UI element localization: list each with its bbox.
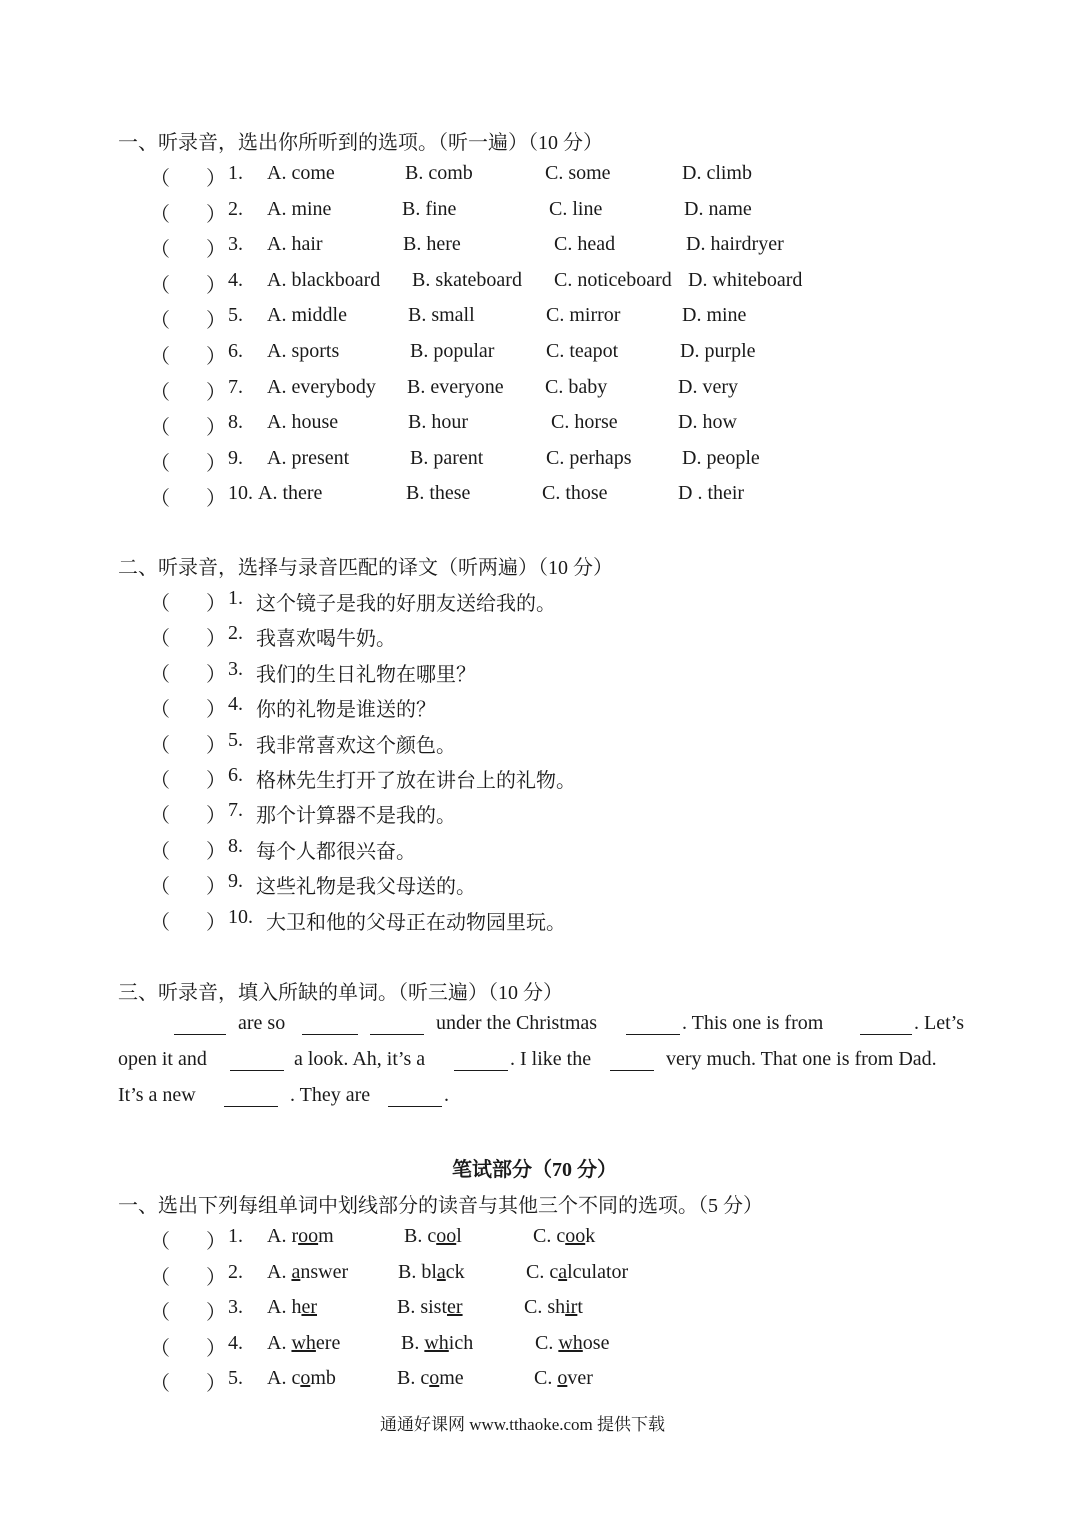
option-d: D. how — [678, 411, 737, 433]
option-d: D. very — [678, 376, 738, 398]
option-b: B. hour — [408, 411, 468, 433]
question-number: 9. — [228, 870, 243, 893]
translation-row — [0, 799, 1087, 827]
word-part: nswer — [300, 1260, 349, 1283]
question-number: 4. — [228, 693, 243, 716]
answer-bracket-right: ） — [206, 417, 226, 439]
word-part: A. c — [267, 1367, 301, 1389]
answer-bracket-right: ） — [206, 488, 226, 510]
option-c: C. those — [542, 482, 608, 504]
option-a — [267, 1367, 336, 1390]
answer-bracket-right: ） — [206, 168, 226, 190]
translation-text: 这个镜子是我的好朋友送给我的。 — [256, 593, 556, 615]
blank-3[interactable] — [370, 1014, 424, 1035]
answer-bracket-right: ） — [206, 911, 226, 934]
underlined-part: wh — [291, 1331, 316, 1354]
word-part: ose — [582, 1331, 610, 1354]
answer-bracket-right: ） — [206, 734, 226, 757]
option-b — [404, 1225, 462, 1248]
written-title: 笔试部分（70 分） — [452, 1159, 617, 1181]
translation-text: 那个计算器不是我的。 — [256, 805, 456, 828]
answer-bracket-left[interactable]: （ — [150, 310, 170, 332]
option-a — [267, 1332, 340, 1355]
answer-bracket-right: ） — [206, 663, 226, 686]
option-c: C. head — [554, 233, 616, 255]
answer-bracket-left[interactable]: （ — [150, 663, 170, 686]
cloze-text: . — [444, 1084, 449, 1106]
answer-bracket-right: ） — [206, 453, 226, 475]
written-heading: 一、选出下列每组单词中划线部分的读音与其他三个不同的选项。（5 分） — [118, 1195, 763, 1217]
option-d: D. name — [684, 198, 752, 220]
question-number: 3. — [228, 1296, 243, 1318]
word-part: t — [577, 1296, 583, 1318]
option-d: D. purple — [680, 340, 756, 362]
phonics-row — [0, 1367, 1087, 1395]
answer-bracket-left[interactable]: （ — [150, 840, 170, 863]
option-d: D. mine — [682, 304, 747, 326]
option-c — [534, 1367, 593, 1390]
blank-4[interactable] — [626, 1014, 680, 1035]
question-number: 10. — [228, 905, 253, 928]
underlined-part: oo — [436, 1225, 457, 1247]
option-a: A. everybody — [267, 376, 376, 398]
answer-bracket-left[interactable]: （ — [150, 346, 170, 368]
cloze-text: . They are — [290, 1084, 371, 1106]
blank-10[interactable] — [388, 1086, 442, 1107]
question-number: 5. — [228, 1367, 243, 1389]
word-part: C. sh — [524, 1296, 566, 1318]
section3-heading: 三、听录音，填入所缺的单词。（听三遍）（10 分） — [118, 982, 563, 1004]
translation-text: 大卫和他的父母正在动物园里玩。 — [266, 911, 566, 934]
question-number: 2. — [228, 1260, 243, 1283]
answer-bracket-right: ） — [206, 876, 226, 899]
word-part: m — [318, 1225, 334, 1247]
word-part: C. c — [533, 1225, 566, 1247]
word-part: C. c — [526, 1260, 559, 1283]
option-a: A. blackboard — [267, 269, 381, 291]
option-d: D. climb — [682, 162, 752, 184]
cloze-text: a look. Ah, it’s a — [294, 1048, 426, 1070]
answer-bracket-right: ） — [206, 770, 226, 792]
question-number: 4. — [228, 269, 243, 291]
translation-row — [0, 622, 1087, 650]
answer-bracket-left[interactable]: （ — [150, 1266, 170, 1289]
word-part: k — [585, 1225, 596, 1247]
question-row — [0, 376, 1087, 404]
underlined-part: oo — [298, 1225, 319, 1247]
option-b — [397, 1296, 463, 1319]
answer-bracket-right: ） — [206, 1266, 226, 1289]
cloze-text: . Let’s — [914, 1012, 964, 1034]
cloze-text: under the Christmas — [436, 1012, 598, 1034]
answer-bracket-right: ） — [206, 204, 226, 226]
cloze-text: open it and — [118, 1048, 207, 1070]
question-number: 10. — [228, 482, 253, 504]
word-part: A. — [267, 1260, 292, 1283]
question-row — [0, 162, 1087, 190]
underlined-part: a — [291, 1260, 301, 1283]
question-row — [0, 233, 1087, 261]
underlined-part: wh — [424, 1331, 449, 1354]
question-row — [0, 482, 1087, 510]
cloze-text: very much. That one is from Dad. — [666, 1048, 937, 1070]
answer-bracket-right: ） — [206, 628, 226, 651]
option-a: A. mine — [267, 198, 332, 220]
answer-bracket-left[interactable]: （ — [150, 1337, 170, 1360]
answer-bracket-right: ） — [206, 1337, 226, 1360]
word-part: ich — [448, 1331, 474, 1354]
question-row — [0, 411, 1087, 439]
question-number: 9. — [228, 447, 243, 469]
answer-bracket-left[interactable]: （ — [150, 876, 170, 899]
translation-row — [0, 835, 1087, 863]
word-part: A. r — [267, 1225, 299, 1247]
phonics-row — [0, 1225, 1087, 1253]
answer-bracket-left[interactable]: （ — [150, 699, 170, 722]
word-part: B. bl — [398, 1260, 437, 1283]
answer-bracket-left[interactable]: （ — [150, 734, 170, 757]
option-c — [524, 1296, 583, 1319]
answer-bracket-left[interactable]: （ — [150, 628, 170, 651]
answer-bracket-left[interactable]: （ — [150, 805, 170, 828]
option-a: A. house — [267, 411, 339, 433]
option-a — [267, 1261, 348, 1284]
underlined-part: oo — [565, 1225, 586, 1247]
word-part: A. h — [267, 1296, 302, 1318]
option-c: C. baby — [545, 376, 608, 398]
answer-bracket-left[interactable]: （ — [150, 1231, 170, 1253]
answer-bracket-left[interactable]: （ — [150, 417, 170, 439]
option-d: D . their — [678, 482, 745, 504]
underlined-part: wh — [558, 1331, 583, 1354]
word-part: B. — [401, 1331, 425, 1354]
answer-bracket-right: ） — [206, 346, 226, 368]
question-number: 1. — [228, 587, 243, 609]
answer-bracket-right: ） — [206, 275, 226, 297]
answer-bracket-right: ） — [206, 239, 226, 261]
answer-bracket-left[interactable]: （ — [150, 770, 170, 792]
option-c: C. mirror — [546, 304, 621, 326]
question-row — [0, 340, 1087, 368]
blank-7[interactable] — [454, 1050, 508, 1071]
answer-bracket-left[interactable]: （ — [150, 911, 170, 934]
underlined-part: o — [557, 1367, 568, 1389]
word-part: B. sist — [397, 1296, 448, 1318]
cloze-text: It’s a new — [118, 1084, 196, 1106]
blank-1[interactable] — [174, 1014, 226, 1035]
option-b: B. small — [408, 304, 475, 326]
option-b — [397, 1367, 464, 1390]
option-a: A. hair — [267, 233, 323, 255]
translation-text: 你的礼物是谁送的？ — [256, 699, 436, 722]
translation-text: 这些礼物是我父母送的。 — [256, 876, 476, 899]
question-number: 7. — [228, 376, 243, 398]
answer-bracket-left[interactable]: （ — [150, 593, 170, 615]
blank-6[interactable] — [230, 1050, 284, 1071]
word-part: mb — [310, 1367, 336, 1389]
answer-bracket-right: ） — [206, 1302, 226, 1324]
phonics-row — [0, 1296, 1087, 1324]
blank-2[interactable] — [302, 1014, 358, 1035]
option-c: C. line — [549, 198, 603, 220]
option-c — [526, 1261, 628, 1284]
translation-text: 格林先生打开了放在讲台上的礼物。 — [256, 770, 576, 792]
answer-bracket-right: ） — [206, 310, 226, 332]
option-a — [267, 1225, 334, 1248]
option-a: A. present — [267, 447, 350, 469]
underlined-part: a — [436, 1260, 446, 1283]
option-d: D. people — [682, 447, 760, 469]
word-part: C. — [534, 1367, 558, 1389]
blank-9[interactable] — [224, 1086, 278, 1107]
question-row — [0, 304, 1087, 332]
option-b: B. everyone — [407, 376, 504, 398]
option-c: C. perhaps — [546, 447, 632, 469]
option-a: A. there — [258, 482, 323, 504]
word-part: ere — [315, 1331, 341, 1354]
footer-text: 通通好课网 www.tthaoke.com 提供下载 — [380, 1415, 666, 1434]
underlined-part: er — [301, 1296, 317, 1318]
question-number: 4. — [228, 1331, 243, 1354]
translation-text: 我非常喜欢这个颜色。 — [256, 734, 456, 757]
word-part: B. c — [397, 1367, 430, 1389]
option-b: B. popular — [410, 340, 495, 362]
option-c: C. teapot — [546, 340, 619, 362]
answer-bracket-left[interactable]: （ — [150, 1302, 170, 1324]
answer-bracket-right: ） — [206, 593, 226, 615]
translation-row — [0, 906, 1087, 934]
question-number: 3. — [228, 657, 243, 680]
answer-bracket-left[interactable]: （ — [150, 488, 170, 510]
question-number: 6. — [228, 340, 243, 362]
option-c: C. some — [545, 162, 611, 184]
question-number: 3. — [228, 233, 243, 255]
option-b — [401, 1332, 473, 1355]
question-number: 5. — [228, 728, 243, 751]
option-d: D. whiteboard — [688, 269, 803, 291]
translation-row — [0, 658, 1087, 686]
word-part: ver — [567, 1367, 593, 1389]
translation-text: 我们的生日礼物在哪里？ — [256, 663, 476, 686]
word-part: l — [456, 1225, 462, 1247]
option-a: A. come — [267, 162, 335, 184]
option-b — [398, 1261, 465, 1284]
word-part: A. — [267, 1331, 292, 1354]
blank-5[interactable] — [860, 1014, 912, 1035]
word-part: ck — [445, 1260, 465, 1283]
word-part: B. c — [404, 1225, 437, 1247]
cloze-text: are so — [238, 1012, 286, 1034]
word-part: lculator — [567, 1260, 629, 1283]
translation-row — [0, 764, 1087, 792]
question-number: 8. — [228, 411, 243, 433]
question-number: 8. — [228, 834, 243, 857]
translation-row — [0, 870, 1087, 898]
translation-row — [0, 693, 1087, 721]
answer-bracket-right: ） — [206, 382, 226, 404]
cloze-text: . This one is from — [682, 1012, 824, 1034]
word-part: me — [439, 1367, 464, 1389]
question-row — [0, 269, 1087, 297]
question-number: 1. — [228, 1225, 243, 1247]
answer-bracket-left[interactable]: （ — [150, 275, 170, 297]
phonics-row — [0, 1332, 1087, 1360]
option-b: B. these — [406, 482, 471, 504]
answer-bracket-right: ） — [206, 805, 226, 828]
phonics-row — [0, 1261, 1087, 1289]
answer-bracket-right: ） — [206, 699, 226, 722]
word-part: C. — [535, 1331, 559, 1354]
underlined-part: er — [447, 1296, 463, 1318]
option-b: B. comb — [405, 162, 473, 184]
underlined-part: o — [429, 1367, 440, 1389]
option-a: A. middle — [267, 304, 347, 326]
question-number: 1. — [228, 162, 243, 184]
option-d: D. hairdryer — [686, 233, 784, 255]
option-b: B. skateboard — [412, 269, 522, 291]
translation-row — [0, 729, 1087, 757]
option-a — [267, 1296, 317, 1319]
question-number: 2. — [228, 622, 243, 645]
option-b: B. here — [403, 233, 461, 255]
question-row — [0, 447, 1087, 475]
question-number: 2. — [228, 198, 243, 220]
option-a: A. sports — [267, 340, 340, 362]
option-c: C. horse — [551, 411, 618, 433]
section2-heading: 二、听录音，选择与录音匹配的译文（听两遍）（10 分） — [118, 557, 613, 579]
option-c — [533, 1225, 595, 1248]
translation-row — [0, 587, 1087, 615]
section1-heading: 一、听录音，选出你所听到的选项。（听一遍）（10 分） — [118, 132, 603, 154]
underlined-part: ir — [565, 1296, 578, 1318]
answer-bracket-left[interactable]: （ — [150, 382, 170, 404]
option-b: B. parent — [410, 447, 484, 469]
answer-bracket-left[interactable]: （ — [150, 168, 170, 190]
translation-text: 每个人都很兴奋。 — [256, 840, 416, 863]
answer-bracket-right: ） — [206, 1373, 226, 1395]
question-number: 5. — [228, 304, 243, 326]
question-row — [0, 198, 1087, 226]
option-b: B. fine — [402, 198, 457, 220]
cloze-text: . I like the — [510, 1048, 592, 1070]
answer-bracket-right: ） — [206, 1231, 226, 1253]
question-number: 7. — [228, 799, 243, 822]
question-number: 6. — [228, 764, 243, 786]
answer-bracket-left[interactable]: （ — [150, 239, 170, 261]
option-c — [535, 1332, 609, 1355]
blank-8[interactable] — [610, 1050, 654, 1071]
translation-text: 我喜欢喝牛奶。 — [256, 628, 396, 651]
answer-bracket-right: ） — [206, 840, 226, 863]
answer-bracket-left[interactable]: （ — [150, 453, 170, 475]
underlined-part: o — [300, 1367, 311, 1389]
option-c: C. noticeboard — [554, 269, 672, 291]
answer-bracket-left[interactable]: （ — [150, 204, 170, 226]
underlined-part: a — [558, 1260, 568, 1283]
answer-bracket-left[interactable]: （ — [150, 1373, 170, 1395]
